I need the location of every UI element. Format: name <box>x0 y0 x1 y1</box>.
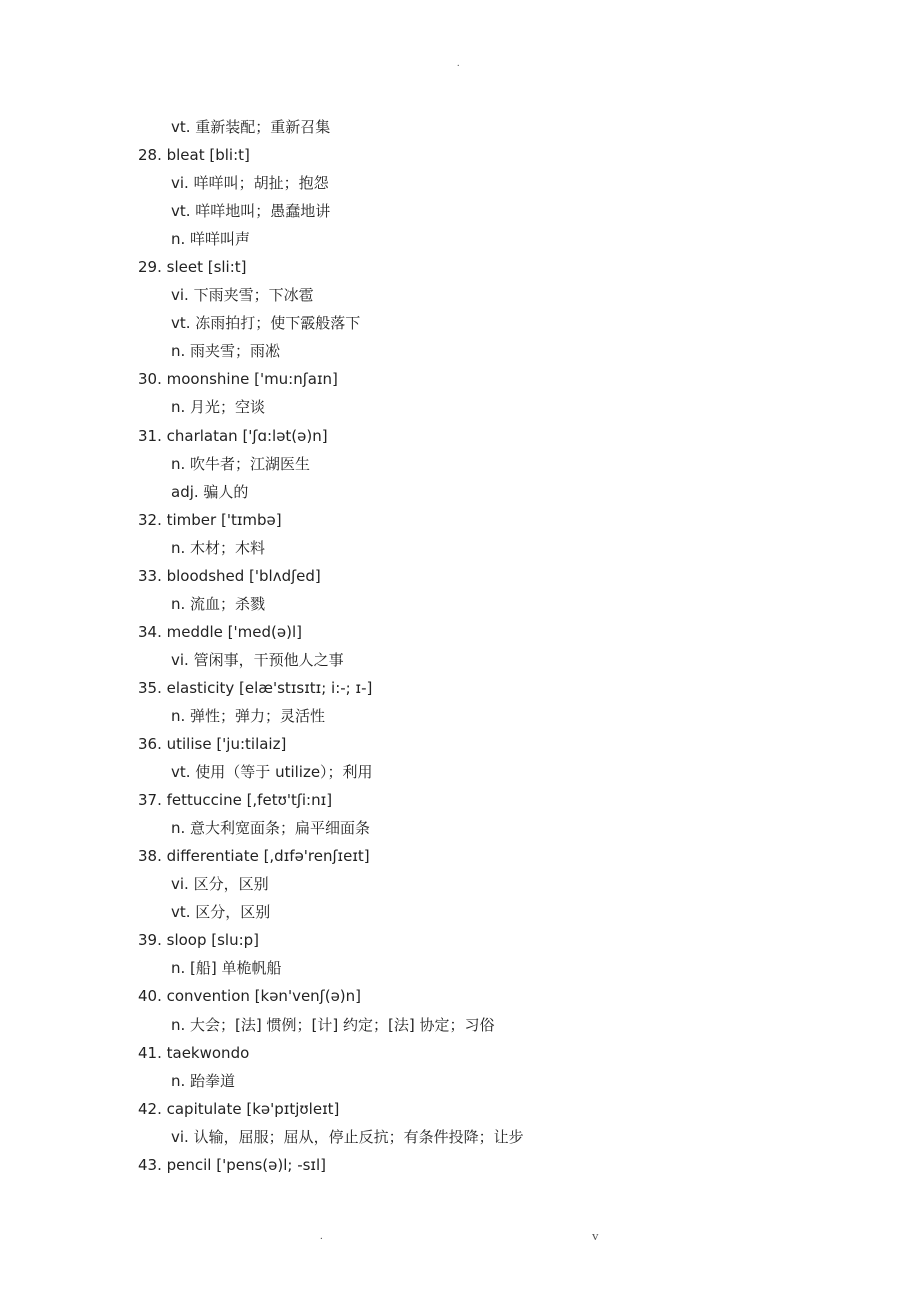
definition-line: adj. 骗人的 <box>171 482 249 501</box>
definition-line: n. 木材；木料 <box>171 538 266 557</box>
header-mark: . <box>457 58 460 69</box>
definition-line: n. [船] 单桅帆船 <box>171 959 282 978</box>
word-entry: 34. meddle ['med(ə)l] <box>138 622 302 641</box>
definition-line: vt. 冻雨拍打；使下霰般落下 <box>171 314 361 333</box>
definition-line: vi. 管闲事，干预他人之事 <box>171 650 344 669</box>
word-entry: 33. bloodshed ['blʌdʃed] <box>138 566 321 585</box>
definition-line: n. 弹性；弹力；灵活性 <box>171 706 326 725</box>
definition-line: vi. 认输，屈服；屈从，停止反抗；有条件投降；让步 <box>171 1127 524 1146</box>
footer-dot: . <box>320 1230 323 1242</box>
definition-line: n. 雨夹雪；雨凇 <box>171 342 281 361</box>
word-entry: 30. moonshine ['mu:nʃaɪn] <box>138 370 338 389</box>
word-entry: 42. capitulate [kə'pɪtjʊleɪt] <box>138 1099 340 1118</box>
word-entry: 36. utilise ['ju:tilaiz] <box>138 735 287 754</box>
definition-line: n. 流血；杀戮 <box>171 594 266 613</box>
word-entry: 40. convention [kən'venʃ(ə)n] <box>138 987 362 1006</box>
word-entry: 31. charlatan ['ʃɑ:lət(ə)n] <box>138 426 328 445</box>
definition-line: n. 意大利宽面条；扁平细面条 <box>171 819 371 838</box>
definition-line: n. 大会；[法] 惯例；[计] 约定；[法] 协定；习俗 <box>171 1015 495 1034</box>
definition-line: vi. 区分，区别 <box>171 875 269 894</box>
definition-line: n. 月光；空谈 <box>171 398 266 417</box>
word-entry: 28. bleat [bli:t] <box>138 146 250 165</box>
definition-line: vt. 使用（等于 utilize）；利用 <box>171 763 373 782</box>
word-entry: 43. pencil ['pens(ə)l; -sɪl] <box>138 1155 327 1174</box>
word-entry: 37. fettuccine [,fetʊ'tʃi:nɪ] <box>138 791 333 810</box>
definition-line: vt. 咩咩地叫；愚蠢地讲 <box>171 202 331 221</box>
word-entry: 35. elasticity [elæ'stɪsɪtɪ; i:-; ɪ-] <box>138 678 373 697</box>
word-entry: 32. timber ['tɪmbə] <box>138 510 282 529</box>
definition-line: vi. 咩咩叫；胡扯；抱怨 <box>171 174 329 193</box>
word-entry: 39. sloop [slu:p] <box>138 931 260 950</box>
definition-line: vi. 下雨夹雪；下冰雹 <box>171 286 314 305</box>
definition-line: n. 跆拳道 <box>171 1071 236 1090</box>
vocabulary-list <box>138 113 838 1179</box>
definition-line: n. 咩咩叫声 <box>171 230 251 249</box>
definition-line: n. 吹牛者；江湖医生 <box>171 454 311 473</box>
definition-line: vt. 区分，区别 <box>171 903 271 922</box>
definition-line: vt. 重新装配；重新召集 <box>171 118 331 136</box>
word-entry: 38. differentiate [,dɪfə'renʃɪeɪt] <box>138 847 370 866</box>
word-entry: 29. sleet [sli:t] <box>138 258 247 277</box>
footer-letter: v <box>592 1228 599 1243</box>
word-entry: 41. taekwondo <box>138 1043 250 1062</box>
